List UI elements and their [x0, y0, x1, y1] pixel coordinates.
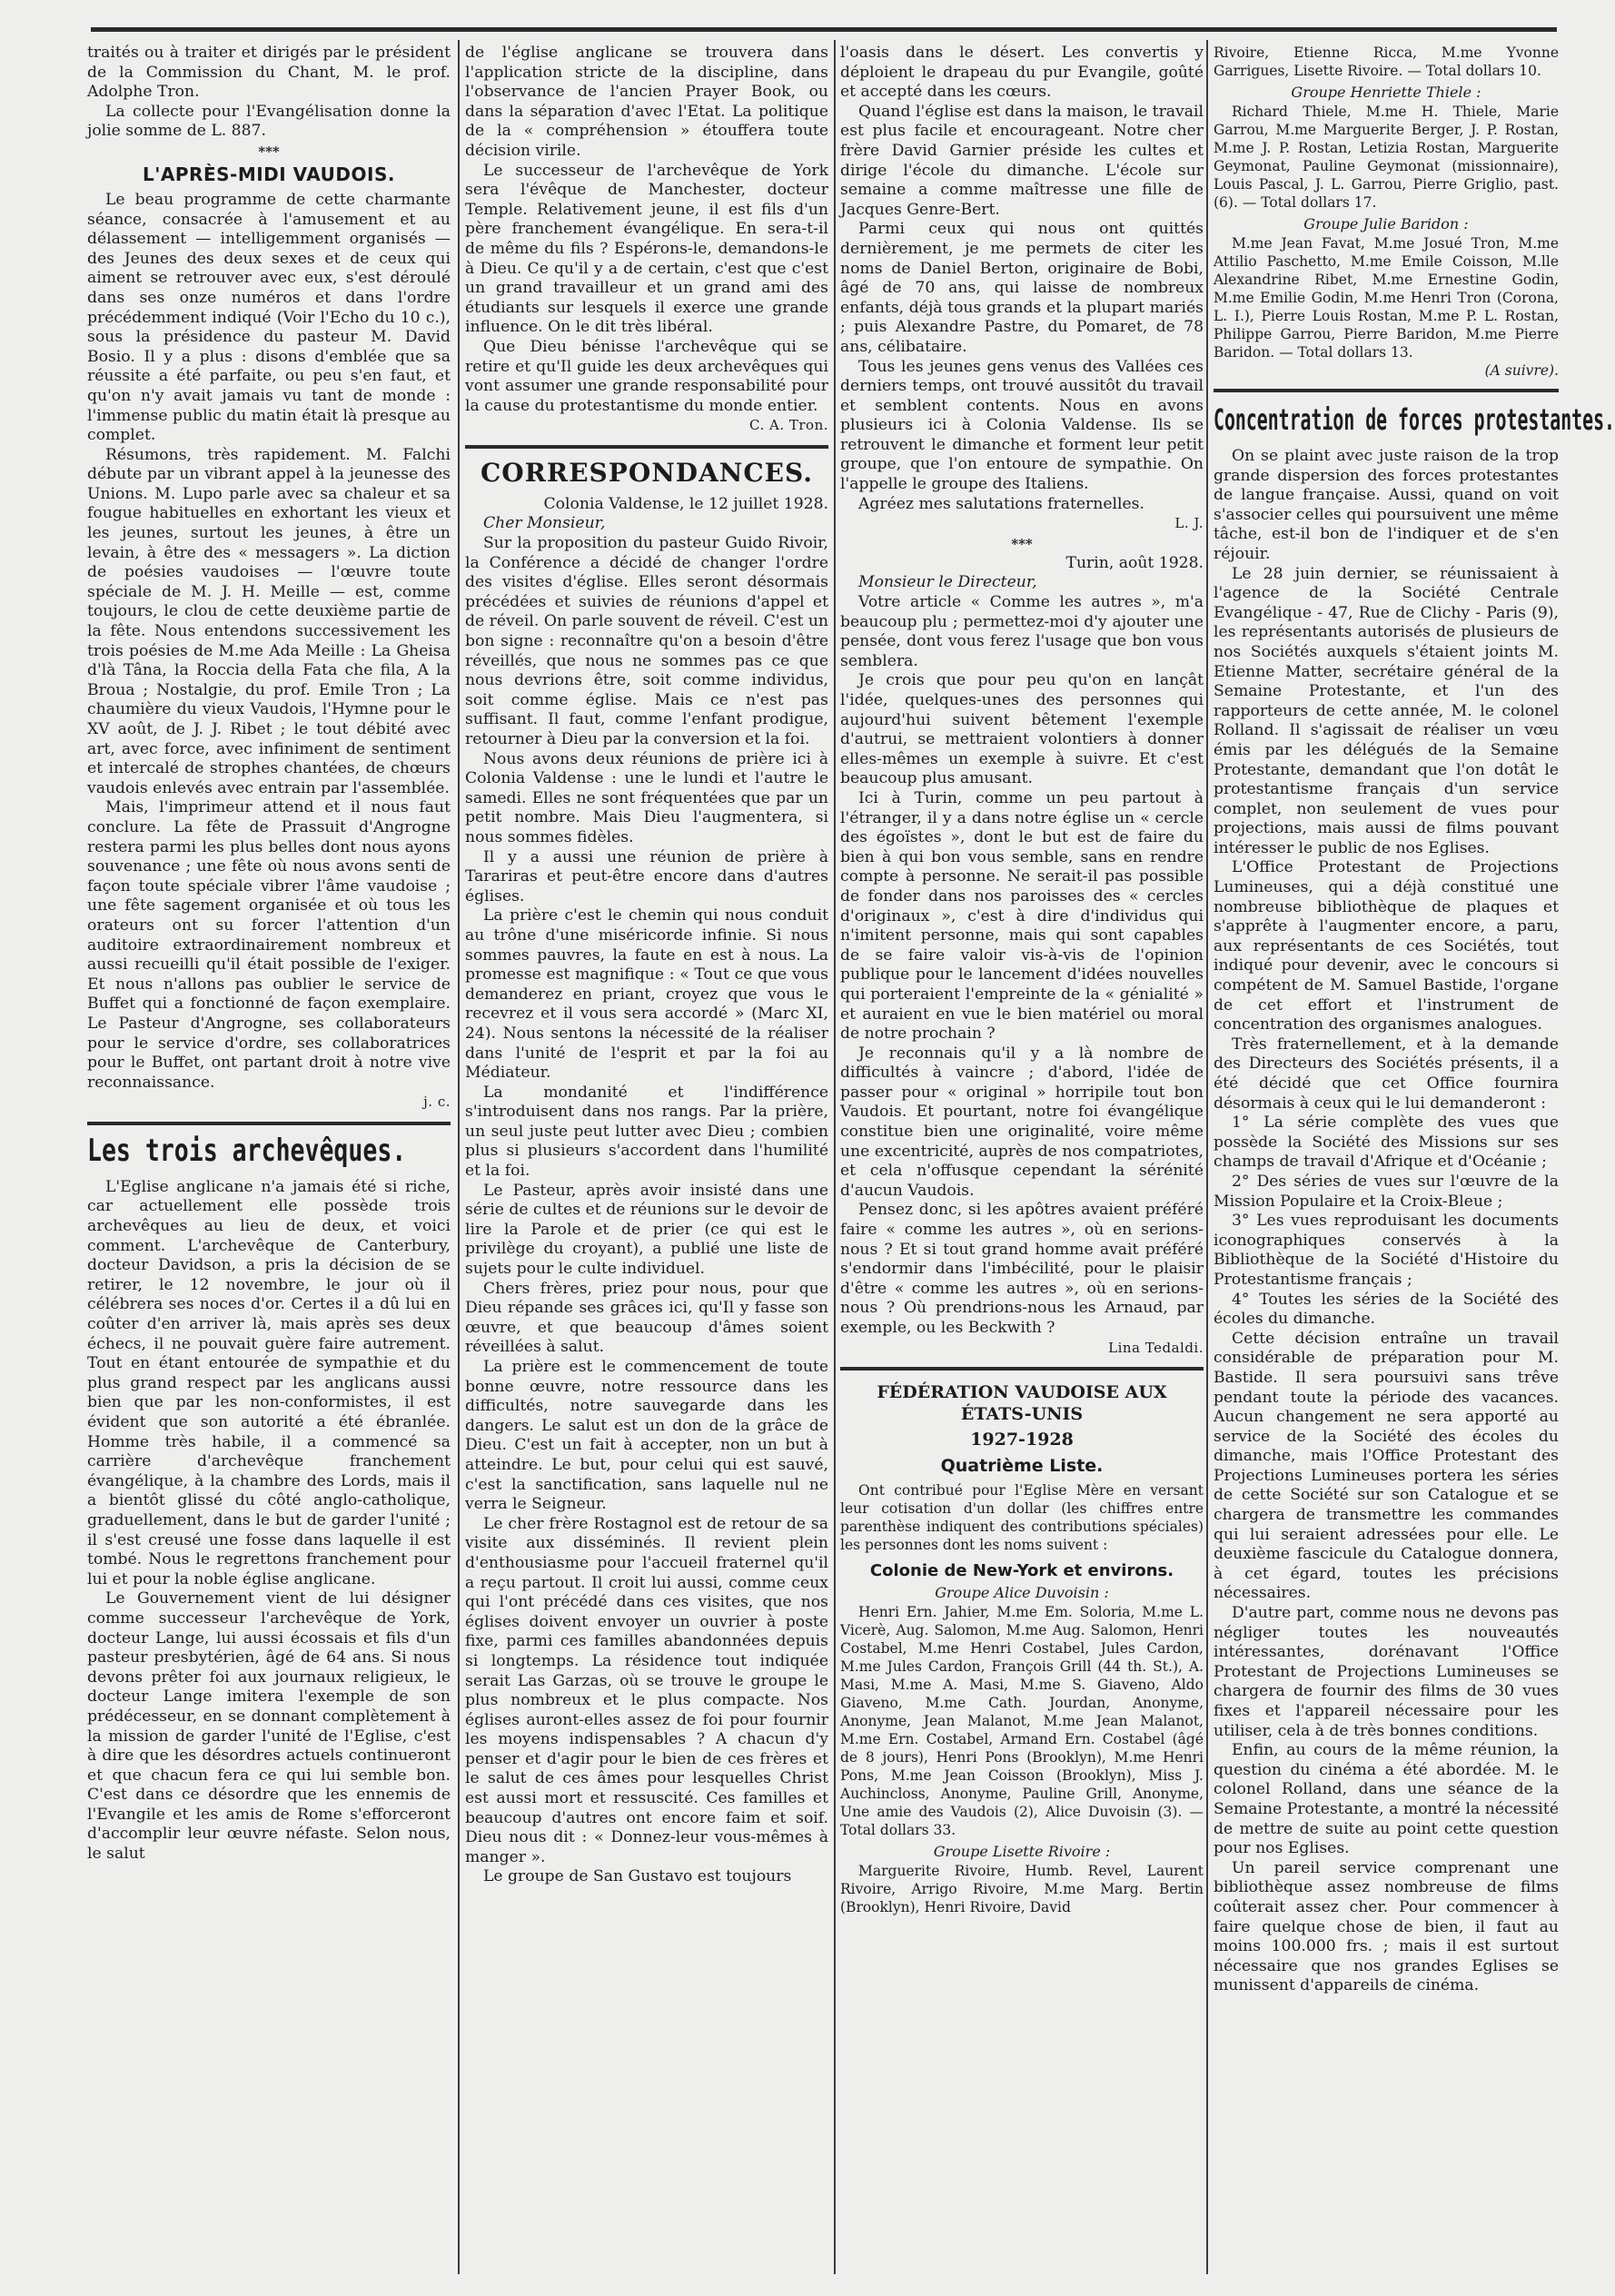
federation-title: FÉDÉRATION VAUDOISE AUX ÉTATS-UNIS [877, 1382, 1167, 1425]
group-heading: Groupe Julie Baridon : [1303, 215, 1469, 233]
paragraph: 3° Les vues reproduisant les documents iconographiques conservés à la Bibliothèque de la Société d'Histoire du Protestantisme français ; [1214, 1212, 1559, 1289]
paragraph: L'Office Protestant de Projections Lumineuses, qui a déjà constitué une nombreuse bibliothèque de plaques et s'apprête à l'augmenter encore, a paru, aux représentants de ces Sociétés, tout indiqué pour devenir, avec le concours si compétent de M. Samuel Bastide, l'organe de cet effort et l'instrument de concentration des organismes analogues. [1214, 858, 1559, 1034]
paragraph: Le cher frère Rostagnol est de retour de sa visite aux disséminés. Il revient plein d'enthousiasme pour l'accueil fraternel qu'il a reçu partout. Il croit lui aussi, comme ceux qui l'ont précédé dans ces visites, que nos églises doivent envoyer un ouvrier à poste fixe, parmi ces familles abandonnées depuis si longtemps. La résidence tout indiquée serait Las Garzas, où se trouve le groupe le plus nombreux et le plus compacte. Nos églises auront-elles assez de foi pour fournir les moyens indispensables ? A chacun d'y penser et d'agir pour le bien de ces frères et le salut de ces âmes pour lesquelles Christ est aussi mort et ressuscité. Ces familles et beaucoup d'autres ont encore faim et soif. Dieu nous dit : « Donnez-leur vous-mêmes à manger ». [465, 1514, 828, 1866]
paragraph: L'Eglise anglicane n'a jamais été si riche, car actuellement elle possède trois archevêques au lieu de deux, et voici comment. L'archevêque de Canterbury, docteur Davidson, a pris la décision de se retirer, le 12 novembre, le jour où il célébrera ses noces d'or. Certes il a dû lui en coûter d'en arriver là, mais après ses deux échecs, il ne pouvait guère faire autrement. Tout en étant entourée de sympathie et du plus grand respect par les anglicans aussi bien que par les non-conformistes, il est évident que son autorité a été ébranlée. Homme très habile, il a commencé sa carrière d'archevêque franchement évangélique, à la chambre des Lords, mais il a bientôt glissé du côté anglo-catholique, graduellement, dans le but de garder l'unité ; il s'est creusé une fosse dans laquelle il est tombé. Nous le regrettons franchement pour lui et pour la noble église anglicane. [87, 1177, 451, 1588]
article-title-concentration: Concentration de forces protestantes. [1214, 402, 1615, 437]
group-heading: Groupe Lisette Rivoire : [933, 1843, 1111, 1861]
column-4 [1214, 44, 1615, 2287]
collecte-paragraph: La collecte pour l'Evangélisation donne la jolie somme de L. 887. [87, 102, 451, 141]
paragraph: Un pareil service comprenant une bibliothèque assez nombreuse de films coûterait assez cher. Pour commencer à faire quelque chose de bien, il faut au moins 100.000 frs. ; mais il est surtout nécessaire que nos grandes Eglises se munissent d'appareils de cinéma. [1214, 1858, 1559, 1995]
paragraph: Je reconnais qu'il y a là nombre de difficultés à vaincre ; d'abord, l'idée de passer pour « original » horripile tout bon Vaudois. Et pourtant, notre foi évangélique constitue bien une originalité, voire même une excentricité, auprès de nos compatriotes, et cela n'offusque cependant la sérénité d'aucun Vaudois. [840, 1044, 1204, 1200]
group-heading: Groupe Henriette Thiele : [1291, 84, 1481, 101]
letter-salutation: Cher Monsieur, [483, 514, 606, 533]
section-heading-correspondances: CORRESPONDANCES. [480, 457, 813, 488]
paragraph: Quand l'église est dans la maison, le travail est plus facile et encourageant. Notre cher frère David Garnier préside les cultes et dirige l'école du dimanche. L'école sur semaine a comme maîtresse une fille de Jacques Genre-Bert. [840, 102, 1204, 219]
paragraph: Très fraternellement, et à la demande des Directeurs des Sociétés présents, il a été décidé que cet Office fournira désormais à ceux qui le lui demanderont : [1214, 1034, 1559, 1113]
paragraph: 4° Toutes les séries de la Société des écoles du dimanche. [1214, 1290, 1559, 1329]
paragraph: 1° La série complète des vues que possède la Société des Missions sur ses champs de travail d'Afrique et d'Océanie ; [1214, 1113, 1559, 1172]
paragraph: Enfin, au cours de la même réunion, la question du cinéma a été abordée. M. le colonel Rolland, dans une séance de la Semaine Protestante, a montré la nécessité de mettre de suite au point cette question pour nos Eglises. [1214, 1741, 1559, 1858]
signature: Lina Tedaldi. [1108, 1339, 1204, 1356]
donor-list: Henri Ern. Jahier, M.me Em. Soloria, M.me L. Vicerè, Aug. Salomon, M.me Aug. Salomon, Henri Costabel, M.me Henri Costabel, Jules Cardon, M.me Jules Cardon, François Grill (44 th. St.), A. Masi, M.me A. Masi, M.me S. Giaveno, Aldo Giaveno, M.me Cath. Jourdan, Anonyme, Anonyme, Jean Malanot, M.me Jean Malanot, M.me Ern. Costabel, Armand Ern. Costabel (âgé de 8 jours), Henri Pons (Brooklyn), M.me Henri Pons, M.me Jean Coisson (Brooklyn), Miss J. Auchincloss, Anonyme, Pauline Grill, Anonyme, Une amie des Vaudois (2), Alice Duvoisin (3). — Total dollars 33. [840, 1604, 1204, 1839]
article-divider [465, 445, 828, 449]
section-separator: *** [258, 143, 280, 160]
paragraph: Ont contribué pour l'Eglise Mère en versant leur cotisation d'un dollar (les chiffres entre parenthèse indiquent des contributions spéciales) les personnes dont les noms suivent : [840, 1482, 1204, 1554]
paragraph: Nous avons deux réunions de prière ici à Colonia Valdense : une le lundi et l'autre le samedi. Elles ne sont fréquentées que par un petit nombre. Mais Dieu l'augmentera, si nous sommes fidèles. [465, 749, 828, 846]
paragraph: Le Gouvernement vient de lui désigner comme successeur l'archevêque de York, docteur Lange, lui aussi écossais et fils d'un pasteur presbytérien, âgé de 64 ans. Si nous devons prêter foi aux journaux religieux, le docteur Lange imitera l'exemple de son prédécesseur, en se donnant complètement à la mission de garder l'unité de l'Eglise, c'est à dire que les désordres actuels continueront et que chacun fera ce qui lui semble bon. C'est dans ce désordre que les ennemis de l'Evangile et les amis de Rome s'efforceront d'accomplir leur œuvre néfaste. Selon nous, le salut [87, 1589, 451, 1864]
article-title-archeveques: Les trois archevêques. [87, 1132, 407, 1169]
article-divider [87, 1122, 451, 1125]
colony-heading: Colonie de New-York et environs. [869, 1561, 1174, 1581]
paragraph: Le successeur de l'archevêque de York sera l'évêque de Manchester, docteur Temple. Relativement jeune, il est fils d'un père franchement évangélique. En sera-t-il de même du fils ? Espérons-le, demandons-le à Dieu. Ce qu'il y a de certain, c'est que c'est un grand travailleur et un grand ami des étudiants sur lesquels il exerce une grande influence. On le dit très libéral. [465, 161, 828, 337]
signature: j. c. [423, 1094, 451, 1111]
donor-list: Richard Thiele, M.me H. Thiele, Marie Garrou, M.me Marguerite Berger, J. P. Rostan, M.me J. P. Rostan, Letizia Rostan, Marguerite Geymonat, Pauline Geymonat (missionnaire), Louis Pascal, J. L. Garrou, Pierre Griglio, past. (6). — Total dollars 17. [1214, 104, 1559, 211]
list-heading: Quatrième Liste. [940, 1456, 1104, 1477]
column-rule-3 [1206, 40, 1208, 2274]
paragraph: On se plaint avec juste raison de la trop grande dispersion des forces protestantes de langue française. Aussi, quand on voit s'associer celles qui poursuivent une même tâche, est-il bon de l'indiquer et de s'en réjouir. [1214, 447, 1559, 563]
column-rule-2 [834, 40, 836, 2274]
paragraph: Chers frères, priez pour nous, pour que Dieu répande ses grâces ici, qu'Il y fasse son œuvre, et que beaucoup d'âmes soient réveillées à salut. [465, 1279, 828, 1357]
signature: C. A. Tron. [749, 417, 828, 434]
signature: L. J. [1174, 515, 1204, 532]
paragraph: Cette décision entraîne un travail considérable de préparation pour M. Bastide. Il sera poursuivi sans trêve pendant toute la période des vacances. Aucun changement ne sera apporté au service de la Société des écoles du dimanche, mais l'Office Protestant des Projections Lumineuses portera les séries de cette Société sur son Catalogue et se chargera de transmettre les commandes qui lui seraient adressées pour elle. Le deuxième fascicule du Catalogue donnera, à cet égard, toutes les précisions nécessaires. [1214, 1329, 1559, 1603]
paragraph: Agréez mes salutations fraternelles. [858, 494, 1144, 513]
article-divider [1214, 389, 1559, 392]
paragraph: Pensez donc, si les apôtres avaient préféré faire « comme les autres », où en serions-nous ? Et si tout grand homme avait préféré s'endormir dans l'imbécilité, pour le plaisir d'être « comme les autres », où en serions-nous ? Où prendrions-nous les Arnaud, par exemple, ou les Beckwith ? [840, 1201, 1204, 1337]
column-1 [87, 44, 451, 2287]
paragraph: Que Dieu bénisse l'archevêque qui se retire et qu'Il guide les deux archevêques qui vont assumer une grande responsabilité pour la cause du protestantisme du monde entier. [465, 337, 828, 415]
section-separator: *** [1011, 535, 1033, 552]
group-heading: Groupe Alice Duvoisin : [935, 1584, 1109, 1602]
donor-list: Marguerite Rivoire, Humb. Revel, Laurent Rivoire, Arrigo Rivoire, M.me Marg. Bertin (Brooklyn), Henri Rivoire, David [840, 1863, 1204, 1916]
column-rule-1 [458, 40, 460, 2274]
paragraph: Mais, l'imprimeur attend et il nous faut conclure. La fête de Prassuit d'Angrogne restera parmi les plus belles dont nous ayons souvenance ; une fête où nous avons senti de façon toute spéciale vibrer l'âme vaudoise ; une fête sagement organisée et où tous les orateurs ont su forcer l'attention d'un auditoire extraordinairement nombreux et aussi recueilli qu'il était possible de l'exiger. Et nous n'allons pas oublier le service de Buffet qui a fonctionné de façon exemplaire. Le Pasteur d'Angrogne, ses collaborateurs pour le service d'ordre, ses collaboratrices pour le Buffet, ont partant droit à notre vive reconnaissance. [87, 798, 451, 1092]
letter-salutation: Monsieur le Directeur, [858, 573, 1037, 592]
paragraph: Le Pasteur, après avoir insisté dans une série de cultes et de réunions sur le devoir de lire la Parole et de prier (ce qui est le privilège du croyant), a publié une liste de sujets pour le culte individuel. [465, 1181, 828, 1279]
paragraph: Tous les jeunes gens venus des Vallées ces derniers temps, ont trouvé aussitôt du travail et semblent contents. Nous en avons plusieurs ici à Colonia Valdense. Ils se retrouvent le dimanche et forment leur petit groupe, que l'on entoure de sympathie. On l'appelle le groupe des Italiens. [840, 357, 1204, 494]
paragraph: Résumons, très rapidement. M. Falchi débute par un vibrant appel à la jeunesse des Unions. M. Lupo parle avec sa chaleur et sa fougue habituelles en exhortant les vieux et les jeunes, surtout les jeunes, à être un levain, à être des « messagers ». La diction de poésies vaudoises — l'œuvre toute spéciale de M. J. H. Meille — est, comme toujours, le clou de cette deuxième partie de la fête. Nous entendons successivement les trois poésies de M.me Ada Meille : La Gheisa d'là Tâna, la Roccia della Fata che fila, A la Broua ; Nostalgie, du prof. Emile Tron ; La chaumière du vieux Vaudois, l'Hymne pour le XV août, de J. J. Ribet ; le tout débité avec art, avec force, avec infiniment de sentiment et intercalé de strophes chantées, de chœurs vaudois enlevés avec entrain par l'assemblée. [87, 445, 451, 797]
paragraph: Le beau programme de cette charmante séance, consacrée à l'amusement et au délassement — intelligemment organisés — des Jeunes des deux sexes et de ceux qui aiment se retrouver avec eux, s'est déroulé dans ses onze numéros et dans l'ordre précédemment indiqué (Voir l'Echo du 10 c.), sous la présidence du pasteur M. David Bosio. Il y a plus : disons d'emblée que sa réussite a été parfaite, ou peu s'en faut, et qu'on n'y avait jamais vu tant de monde : l'immense public du matin était là presque au complet. [87, 190, 451, 445]
letter-dateline: Colonia Valdense, le 12 juillet 1928. [543, 494, 828, 513]
paragraph: La mondanité et l'indifférence s'introduisent dans nos rangs. Par la prière, un seul juste peut lutter avec Dieu ; combien plus si plusieurs s'accordent dans l'humilité et la foi. [465, 1083, 828, 1181]
paragraph: Votre article « Comme les autres », m'a beaucoup plu ; permettez-moi d'y ajouter une pensée, dont vous ferez l'usage que bon vous semblera. [840, 593, 1204, 670]
column-2 [465, 44, 828, 2287]
letter-dateline: Turin, août 1928. [1065, 553, 1204, 572]
column-3 [840, 44, 1204, 2287]
article-continuation: traités ou à traiter et dirigés par le président de la Commission du Chant, M. le prof. Adolphe Tron. [87, 44, 451, 102]
paragraph: D'autre part, comme nous ne devons pas négliger toutes les nouveautés intéressantes, dorénavant l'Office Protestant de Projections Lumineuses se chargera de fournir des films de 30 vues fixes et l'appareil nécessaire pour les utiliser, cela à de très bonnes conditions. [1214, 1604, 1559, 1740]
top-rule [91, 27, 1557, 32]
paragraph: l'oasis dans le désert. Les convertis y déploient le drapeau du pur Evangile, goûté et accepté dans les cœurs. [840, 44, 1204, 102]
paragraph: 2° Des séries de vues sur l'œuvre de la Mission Populaire et la Croix-Bleue ; [1214, 1172, 1559, 1211]
paragraph: Parmi ceux qui nous ont quittés dernièrement, je me permets de citer les noms de Daniel Berton, originaire de Bobi, âgé de 70 ans, qui laisse de nombreux enfants, déjà tous grands et la plupart mariés ; puis Alexandre Pastre, du Pomaret, de 78 ans, célibataire. [840, 220, 1204, 356]
federation-years: 1927-1928 [970, 1430, 1074, 1450]
paragraph: de l'église anglicane se trouvera dans l'application stricte de la discipline, dans l'observance de l'ancien Prayer Book, ou dans la séparation d'avec l'Etat. La politique de la « compréhension » étouffera toute décision virile. [465, 44, 828, 160]
donor-list: Rivoire, Etienne Ricca, M.me Yvonne Garrigues, Lisette Rivoire. — Total dollars 10. [1214, 45, 1559, 79]
paragraph: Il y a aussi une réunion de prière à Tarariras et peut-être encore dans d'autres églises. [465, 847, 828, 906]
article-divider [840, 1367, 1204, 1371]
to-be-continued: (A suivre). [1484, 362, 1559, 379]
paragraph: Sur la proposition du pasteur Guido Rivoir, la Conférence a décidé de changer l'ordre des visites d'église. Elles seront désormais précédées et suivies de réunions d'appel et de réveil. On parle souvent de réveil. C'est un bon signe : reconnaître qu'on a besoin d'être réveillés, que nous ne sommes pas ce que nous devrions être, soit comme individus, soit comme église. Mais ce n'est pas suffisant. Il faut, comme l'enfant prodigue, retourner à Dieu par la conversion et la foi. [465, 534, 828, 748]
paragraph: Ici à Turin, comme un peu partout à l'étranger, il y a dans notre église un « cercle des égoïstes », dont le but est de faire du bien à qui bon vous semble, sans en rendre compte à personne. Ne serait-il pas possible de fonder dans nos paroisses des « cercles d'originaux », c'est à dire d'individus qui n'imitent personne, mais qui sont capables de se faire valoir vis-à-vis de l'opinion publique pour le lancement d'idées nouvelles qui porteraient l'empreinte de la « génialité » et auraient en vue le bien matériel ou moral de notre prochain ? [840, 788, 1204, 1044]
paragraph: La prière est le commencement de toute bonne œuvre, notre ressource dans les difficultés, notre sauvegarde dans les dangers. Le salut est un don de la grâce de Dieu. C'est un fait à accepter, non un but à atteindre. Le but, pour celui qui est sauvé, c'est la sanctification, sans laquelle nul ne verra le Seigneur. [465, 1358, 828, 1514]
donor-list: M.me Jean Favat, M.me Josué Tron, M.me Attilio Paschetto, M.me Emile Coisson, M.lle Alexandrine Ribet, M.me Ernestine Godin, M.me Emilie Godin, M.me Henri Tron (Corona, L. I.), Pierre Louis Rostan, M.me P. L. Rostan, Philippe Garrou, Pierre Baridon, M.me Pierre Baridon. — Total dollars 13. [1214, 235, 1559, 361]
section-heading-apres-midi: L'APRÈS-MIDI VAUDOIS. [143, 163, 395, 185]
paragraph: Le 28 juin dernier, se réunissaient à l'agence de la Société Centrale Evangélique - 47, Rue de Clichy - Paris (9), les représentants autorisés de plusieurs de nos Sociétés auxquels s'étaient joints M. Etienne Matter, secrétaire général de la Semaine Protestante, et l'un des rapporteurs de cette année, M. le colonel Rolland. Il s'agissait de réaliser un vœu émis par les délégués de la Semaine Protestante, demandant que l'on dotât le protestantisme français d'un service complet, non seulement de vues pour projections, mais aussi de films pouvant intéresser le public de nos Eglises. [1214, 564, 1559, 857]
paragraph: Je crois que pour peu qu'on en lançât l'idée, quelques-unes des personnes qui aujourd'hui suivent bêtement l'exemple d'autrui, se mettraient volontiers à donner elles-mêmes un exemple à suivre. Et c'est beaucoup plus amusant. [840, 671, 1204, 788]
paragraph: Le groupe de San Gustavo est toujours [483, 1867, 792, 1886]
paragraph: La prière c'est le chemin qui nous conduit au trône d'une miséricorde infinie. Si nous sommes pauvres, la faute en est à nous. La promesse est magnifique : « Tout ce que vous demanderez en priant, croyez que vous le recevrez et il vous sera accordé » (Marc XI, 24). Nous sentons la nécessité de la réaliser dans l'unité de l'esprit et par la foi au Médiateur. [465, 906, 828, 1083]
